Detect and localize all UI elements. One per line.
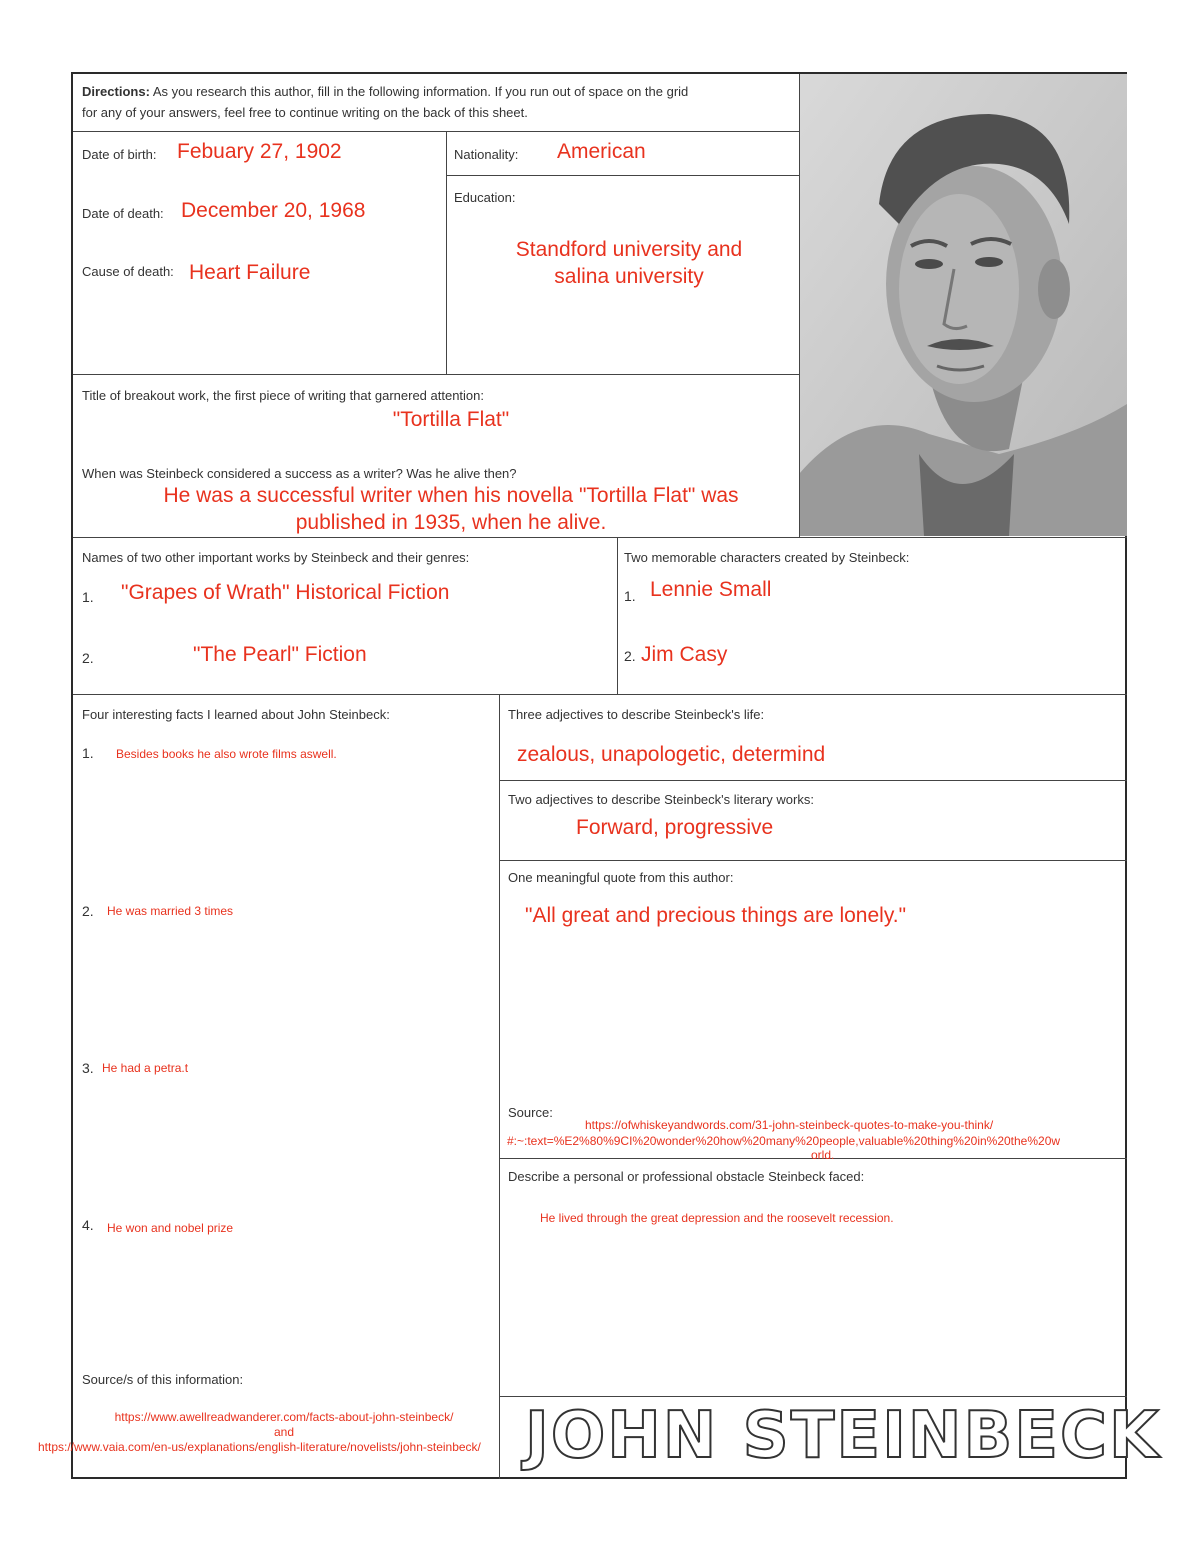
author-name-title: JOHN STEINBECK [525, 1399, 1161, 1473]
divider [73, 537, 1127, 538]
directions-label: Directions: [82, 84, 150, 99]
quote-label: One meaningful quote from this author: [508, 870, 734, 885]
divider [73, 374, 799, 375]
obstacle-value: He lived through the great depression and the roosevelt recession. [540, 1211, 894, 1225]
fact-num-1: 1. [82, 745, 94, 761]
fact-num-4: 4. [82, 1217, 94, 1233]
characters-value-1: Lennie Small [650, 578, 772, 601]
author-portrait [799, 74, 1127, 536]
breakout-label: Title of breakout work, the first piece of writing that garnered attention: [82, 388, 485, 403]
quote-source-line2: #:~:text=%E2%80%9CI%20wonder%20how%20many%20people,valuable%20thing%20in%20the%20w [507, 1134, 1061, 1148]
fact-text-2: He was married 3 times [107, 904, 234, 918]
obstacle-label: Describe a personal or professional obstacle Steinbeck faced: [508, 1169, 865, 1184]
works-num-2: 2. [82, 650, 94, 666]
characters-label: Two memorable characters created by Steinbeck: [624, 550, 910, 565]
works-num-1: 1. [82, 589, 94, 605]
divider [499, 860, 1127, 861]
portrait-image [799, 74, 1127, 536]
work-adjectives-value: Forward, progressive [576, 816, 774, 839]
divider [617, 537, 618, 694]
death-label: Date of death: [82, 206, 164, 221]
quote-source-label: Source: [508, 1105, 553, 1120]
directions-text: As you research this author, fill in the following information. If you run out of space on the grid [152, 84, 689, 99]
nationality-value: American [557, 140, 646, 163]
divider [499, 694, 500, 1479]
directions-line1 [82, 84, 688, 99]
facts-source-1: https://www.awellreadwanderer.com/facts-about-john-steinbeck/ [114, 1410, 454, 1424]
fact-num-3: 3. [82, 1060, 94, 1076]
birth-label: Date of birth: [82, 147, 157, 162]
breakout-value: "Tortilla Flat" [392, 408, 510, 431]
divider [499, 780, 1127, 781]
works-value-1: "Grapes of Wrath" Historical Fiction [121, 581, 450, 604]
fact-text-3: He had a petra.t [102, 1061, 189, 1075]
facts-source-label: Source/s of this information: [82, 1372, 244, 1387]
divider [499, 1396, 1127, 1397]
success-value [73, 482, 829, 536]
success-label: When was Steinbeck considered a success as a writer? Was he alive then? [82, 466, 517, 481]
success-line1: He was a successful writer when his novella "Tortilla Flat" was [163, 484, 739, 507]
life-adjectives-value: zealous, unapologetic, determind [517, 743, 826, 766]
birth-value: Febuary 27, 1902 [177, 140, 342, 163]
facts-source-2: https://www.vaia.com/en-us/explanations/english-literature/novelists/john-steinbeck/ [38, 1440, 481, 1454]
divider [73, 131, 799, 132]
nationality-label: Nationality: [454, 147, 519, 162]
characters-num-1: 1. [624, 588, 636, 604]
cause-label: Cause of death: [82, 264, 174, 279]
success-line2: published in 1935, when he alive. [295, 511, 607, 534]
divider [799, 74, 800, 537]
work-adjectives-label: Two adjectives to describe Steinbeck's literary works: [508, 792, 814, 807]
fact-text-1: Besides books he also wrote films aswell. [116, 747, 337, 761]
facts-source-and: and [273, 1425, 295, 1439]
characters-value-2: Jim Casy [641, 643, 728, 666]
cause-value: Heart Failure [189, 261, 311, 284]
characters-num-2: 2. [624, 648, 636, 664]
directions-line2: for any of your answers, feel free to continue writing on the back of this sheet. [82, 105, 528, 120]
worksheet [38, 72, 1161, 1479]
quote-value: "All great and precious things are lonely." [525, 904, 907, 927]
divider [73, 694, 1127, 695]
fact-text-4: He won and nobel prize [107, 1221, 234, 1235]
divider [446, 175, 799, 176]
works-value-2: "The Pearl" Fiction [193, 643, 367, 666]
works-label: Names of two other important works by Steinbeck and their genres: [82, 550, 470, 565]
facts-label: Four interesting facts I learned about John Steinbeck: [82, 707, 390, 722]
life-adjectives-label: Three adjectives to describe Steinbeck's life: [508, 707, 765, 722]
fact-num-2: 2. [82, 903, 94, 919]
quote-source-line3: orld. [811, 1148, 835, 1162]
education-value [446, 236, 812, 290]
death-value: December 20, 1968 [181, 199, 366, 222]
education-line2: salina university [554, 265, 704, 288]
quote-source-line1: https://ofwhiskeyandwords.com/31-john-steinbeck-quotes-to-make-you-think/ [585, 1118, 994, 1132]
education-line1: Standford university and [515, 238, 743, 261]
education-label: Education: [454, 190, 516, 205]
